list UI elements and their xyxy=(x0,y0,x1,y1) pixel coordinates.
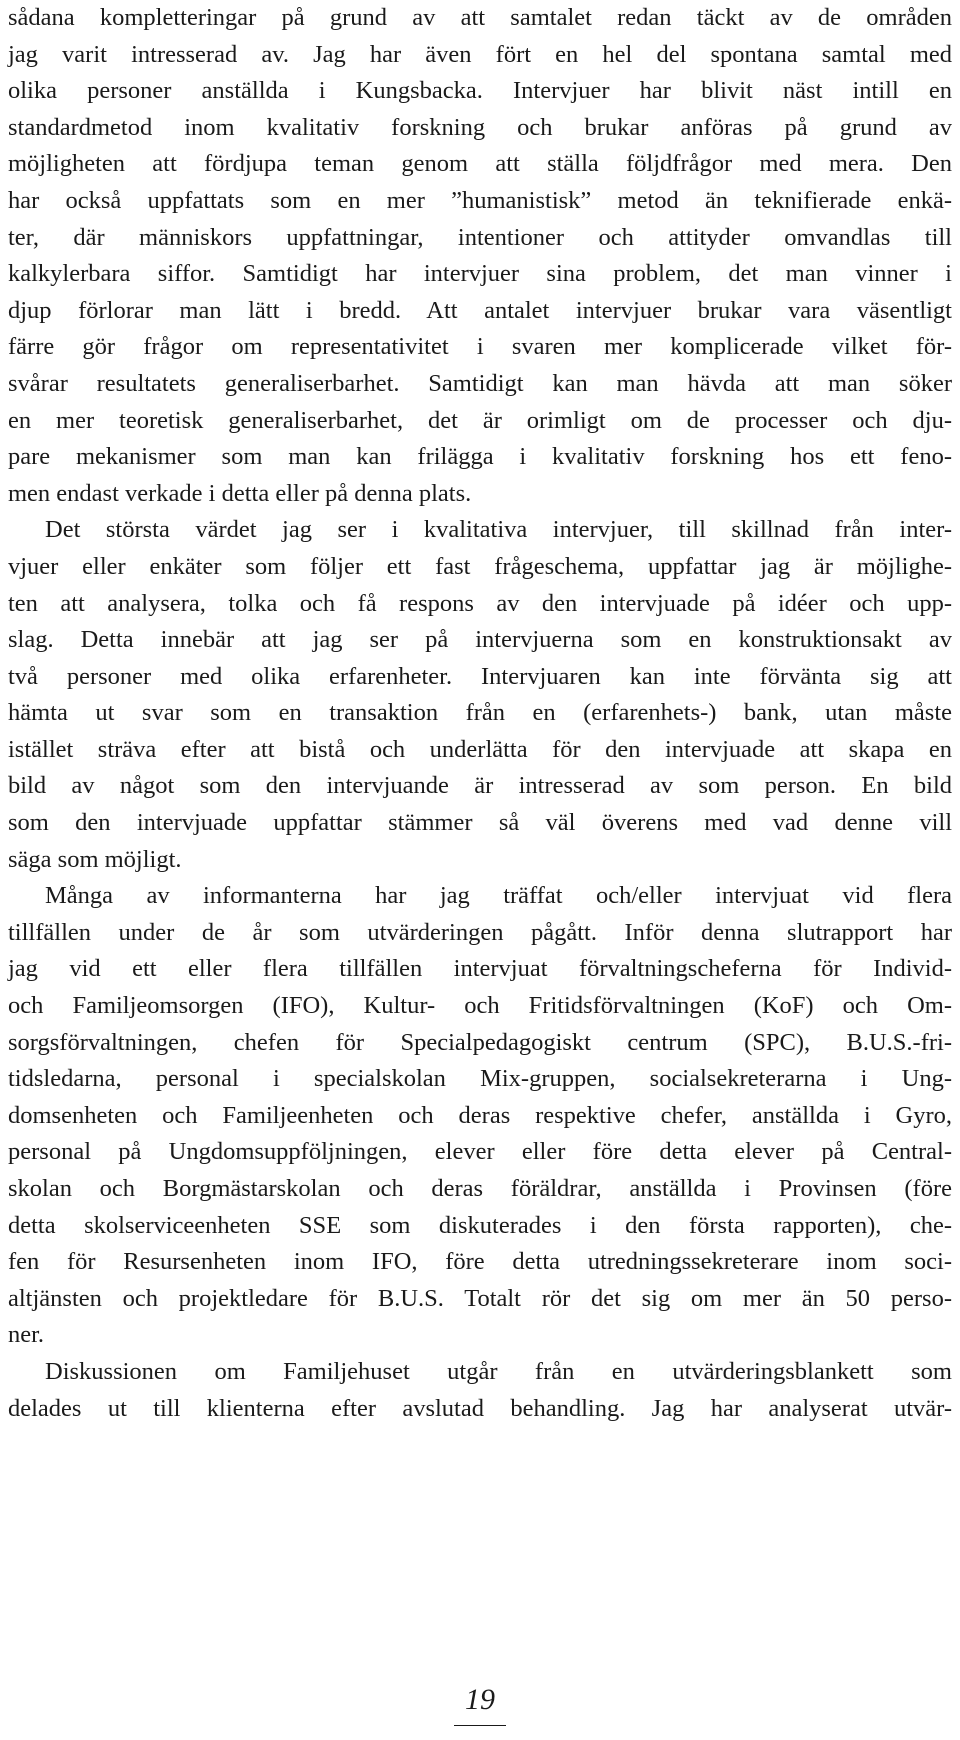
paragraph xyxy=(8,512,952,878)
text-line: möjligheten att fördjupa teman genom att ställa följdfrågor med mera. Den xyxy=(8,150,952,178)
text-line: djup förlorar man lätt i bredd. Att antalet intervjuer brukar vara väsentligt xyxy=(8,296,952,324)
text-line: bild av något som den intervjuande är intresserad av som person. En bild xyxy=(8,772,952,800)
text-line: pare mekanismer som man kan frilägga i kvalitativ forskning hos ett feno- xyxy=(8,443,952,471)
text-line: Det största värdet jag ser i kvalitativa intervjuer, till skillnad från inter- xyxy=(45,516,952,544)
paragraph xyxy=(8,878,952,1354)
text-line: skolan och Borgmästarskolan och deras föräldrar, anställda i Provinsen (före xyxy=(8,1175,952,1202)
text-line: tidsledarna, personal i specialskolan Mix-gruppen, socialsekreterarna i Ung- xyxy=(8,1065,952,1093)
text-line: Många av informanterna har jag träffat och/eller intervjuat vid flera xyxy=(45,882,952,910)
text-line: har också uppfattats som en mer ”humanistisk” metod än teknifierade enkä- xyxy=(8,186,952,214)
text-line: kalkylerbara siffor. Samtidigt har intervjuer sina problem, det man vinner i xyxy=(8,260,952,288)
text-line: istället sträva efter att bistå och underlätta för den intervjuade att skapa en xyxy=(8,735,952,763)
text-line: tillfällen under de år som utvärderingen pågått. Inför denna slutrapport har xyxy=(8,918,952,946)
text-line: hämta ut svar som en transaktion från en (erfarenhets-) bank, utan måste xyxy=(8,699,952,727)
text-line: vjuer eller enkäter som följer ett fast frågeschema, uppfattar jag är möjlighe- xyxy=(8,552,952,580)
text-line: som den intervjuade uppfattar stämmer så väl överens med vad denne vill xyxy=(8,809,952,837)
text-line: detta skolserviceenheten SSE som diskuterades i den första rapporten), che- xyxy=(8,1211,952,1239)
text-line: sådana kompletteringar på grund av att samtalet redan täckt av de områden xyxy=(8,4,952,31)
text-line: slag. Detta innebär att jag ser på intervjuerna som en konstruktionsakt av xyxy=(8,626,952,654)
page-number: 19 xyxy=(465,1683,495,1716)
text-line: ner. xyxy=(8,1321,45,1349)
text-line: säga som möjligt. xyxy=(8,845,182,873)
text-line: jag varit intresserad av. Jag har även fört en hel del spontana samtal med xyxy=(8,40,952,68)
document-page xyxy=(8,0,952,1427)
paragraph xyxy=(8,0,952,512)
text-line: ter, där människors uppfattningar, intentioner och attityder omvandlas till xyxy=(8,223,952,251)
text-line: färre gör frågor om representativitet i svaren mer komplicerade vilket för- xyxy=(8,333,952,361)
text-line: svårar resultatets generaliserbarhet. Samtidigt kan man hävda att man söker xyxy=(8,369,952,397)
text-line: Diskussionen om Familjehuset utgår från en utvärderingsblankett som xyxy=(45,1357,952,1385)
page-number-rule xyxy=(454,1725,506,1726)
text-line: altjänsten och projektledare för B.U.S. Totalt rör det sig om mer än 50 perso- xyxy=(8,1284,952,1312)
text-line: en mer teoretisk generaliserbarhet, det är orimligt om de processer och dju- xyxy=(8,406,952,434)
text-line: ten att analysera, tolka och få respons av den intervjuade på idéer och upp- xyxy=(8,589,952,617)
text-line: delades ut till klienterna efter avslutad behandling. Jag har analyserat utvär- xyxy=(8,1394,952,1422)
text-line: fen för Resursenheten inom IFO, före detta utredningssekreterare inom soci- xyxy=(8,1248,952,1276)
text-line: personal på Ungdomsuppföljningen, elever eller före detta elever på Central- xyxy=(8,1138,952,1166)
text-line: jag vid ett eller flera tillfällen intervjuat förvaltningscheferna för Individ- xyxy=(8,955,952,983)
body-text xyxy=(8,0,952,1427)
text-line: och Familjeomsorgen (IFO), Kultur- och Fritidsförvaltningen (KoF) och Om- xyxy=(8,992,952,1020)
text-line: sorgsförvaltningen, chefen för Specialpedagogiskt centrum (SPC), B.U.S.-fri- xyxy=(8,1028,952,1056)
text-line: men endast verkade i detta eller på denna plats. xyxy=(8,479,472,507)
text-line: standardmetod inom kvalitativ forskning och brukar anföras på grund av xyxy=(8,113,952,141)
text-line: två personer med olika erfarenheter. Intervjuaren kan inte förvänta sig att xyxy=(8,662,952,690)
text-line: olika personer anställda i Kungsbacka. Intervjuer har blivit näst intill en xyxy=(8,77,952,105)
paragraph xyxy=(8,1354,952,1427)
text-line: domsenheten och Familjeenheten och deras respektive chefer, anställda i Gyro, xyxy=(8,1101,952,1129)
page-footer xyxy=(0,1685,960,1726)
